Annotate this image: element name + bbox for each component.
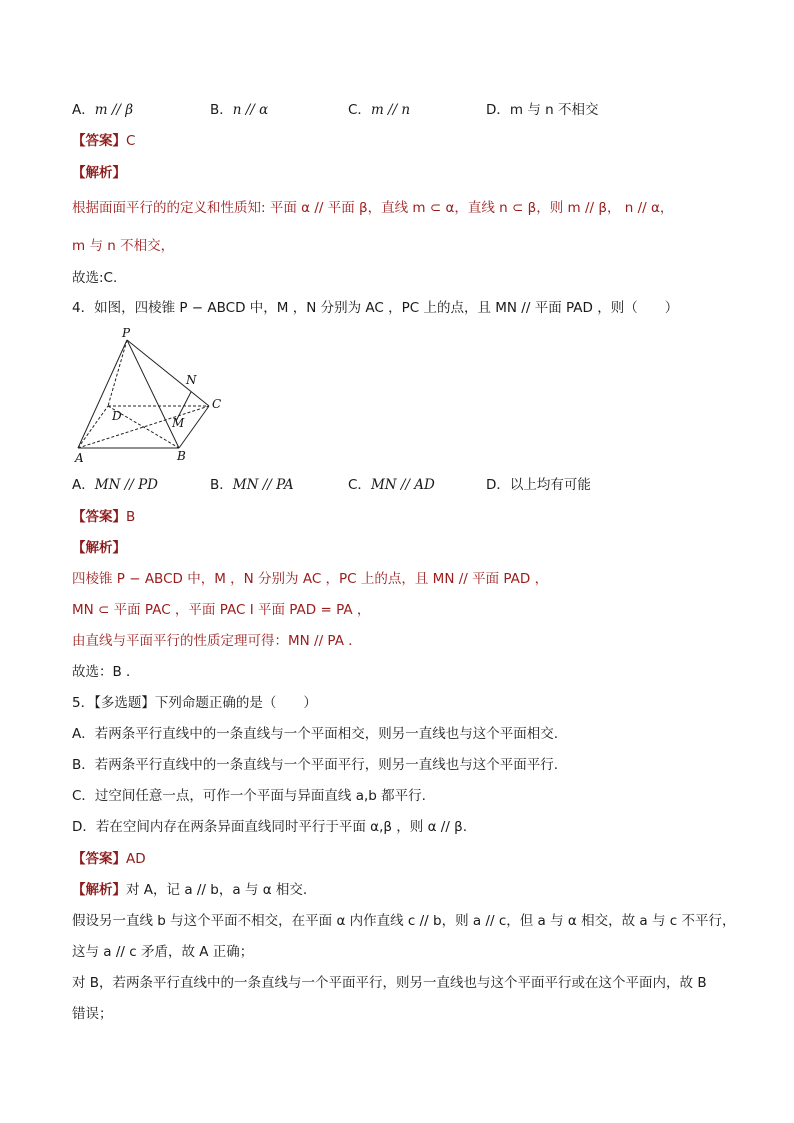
q3-option-a: A．m // β [72,102,134,118]
edge-pd [108,340,127,406]
q4-answer: 【答案】B [72,509,136,525]
q5-analysis-line: 这与 a // c 矛盾，故 A 正确； [72,944,254,960]
q4-analysis-line: 由直线与平面平行的性质定理可得：MN // PA ． [72,633,362,649]
edge-pb [127,340,179,448]
q4-pyramid-figure [66,326,236,466]
edge-pc [127,340,209,406]
label-p: P [122,326,131,340]
q4-option-a: A．MN // PD [72,477,158,493]
q3-option-d: D．m 与 n 不相交 [486,102,599,118]
q4-analysis-line: MN ⊂ 平面 PAC ，平面 PAC I 平面 PAD = PA ， [72,602,371,618]
label-n: N [186,373,197,387]
q3-answer: 【答案】C [72,133,136,149]
label-d: D [112,409,122,423]
edge-pa [78,340,127,448]
q5-analysis-line: 错误； [72,1006,113,1022]
q4-analysis-tag: 【解析】 [72,540,126,556]
q3-analysis-line: 根据面面平行的的定义和性质知: 平面 α // 平面 β，直线 m ⊂ α，直线 n ⊂ β，则 m // β， n // α， [72,200,674,216]
q5-option-b: B．若两条平行直线中的一条直线与一个平面平行，则另一直线也与这个平面平行. [72,757,559,773]
label-b: B [177,449,186,463]
q5-analysis-line: 对 B，若两条平行直线中的一条直线与一个平面平行，则另一直线也与这个平面平行或在这个平面内，故 B [72,975,707,991]
q3-analysis-line: m 与 n 不相交， [72,238,175,254]
edge-ad [78,406,108,448]
q4-analysis-line: 故选：B ． [72,664,140,680]
q4-analysis-line: 四棱锥 P − ABCD 中，M ，N 分别为 AC ，PC 上的点，且 MN // 平面 PAD ， [72,571,549,587]
label-c: C [212,397,222,411]
q4-option-d: D．以上均有可能 [486,477,591,493]
q3-option-c: C．m // n [348,102,411,118]
q5-option-a: A．若两条平行直线中的一条直线与一个平面相交，则另一直线也与这个平面相交. [72,726,559,742]
q5-option-c: C．过空间任意一点，可作一个平面与异面直线 a,b 都平行. [72,788,426,804]
label-m: M [172,416,185,430]
q3-analysis-line: 故选:C. [72,270,118,286]
q5-stem: 5．【多选题】下列命题正确的是（ ） [72,695,317,711]
q5-answer: 【答案】AD [72,851,146,867]
label-a: A [75,451,84,465]
q5-analysis-line: 假设另一直线 b 与这个平面不相交，在平面 α 内作直线 c // b，则 a // c，但 a 与 α 相交，故 a 与 c 不平行， [72,913,736,929]
q3-option-b: B．n // α [210,102,269,118]
q4-option-b: B．MN // PA [210,477,294,493]
q3-analysis-tag: 【解析】 [72,165,126,181]
q4-stem: 4．如图，四棱锥 P − ABCD 中，M ，N 分别为 AC ，PC 上的点，且 MN // 平面 PAD ，则（ ） [72,300,679,316]
q5-analysis-first: 【解析】对 A，记 a // b，a 与 α 相交. [72,882,308,898]
q4-option-c: C．MN // AD [348,477,435,493]
q5-option-d: D．若在空间内存在两条异面直线同时平行于平面 α,β ，则 α // β. [72,819,468,835]
